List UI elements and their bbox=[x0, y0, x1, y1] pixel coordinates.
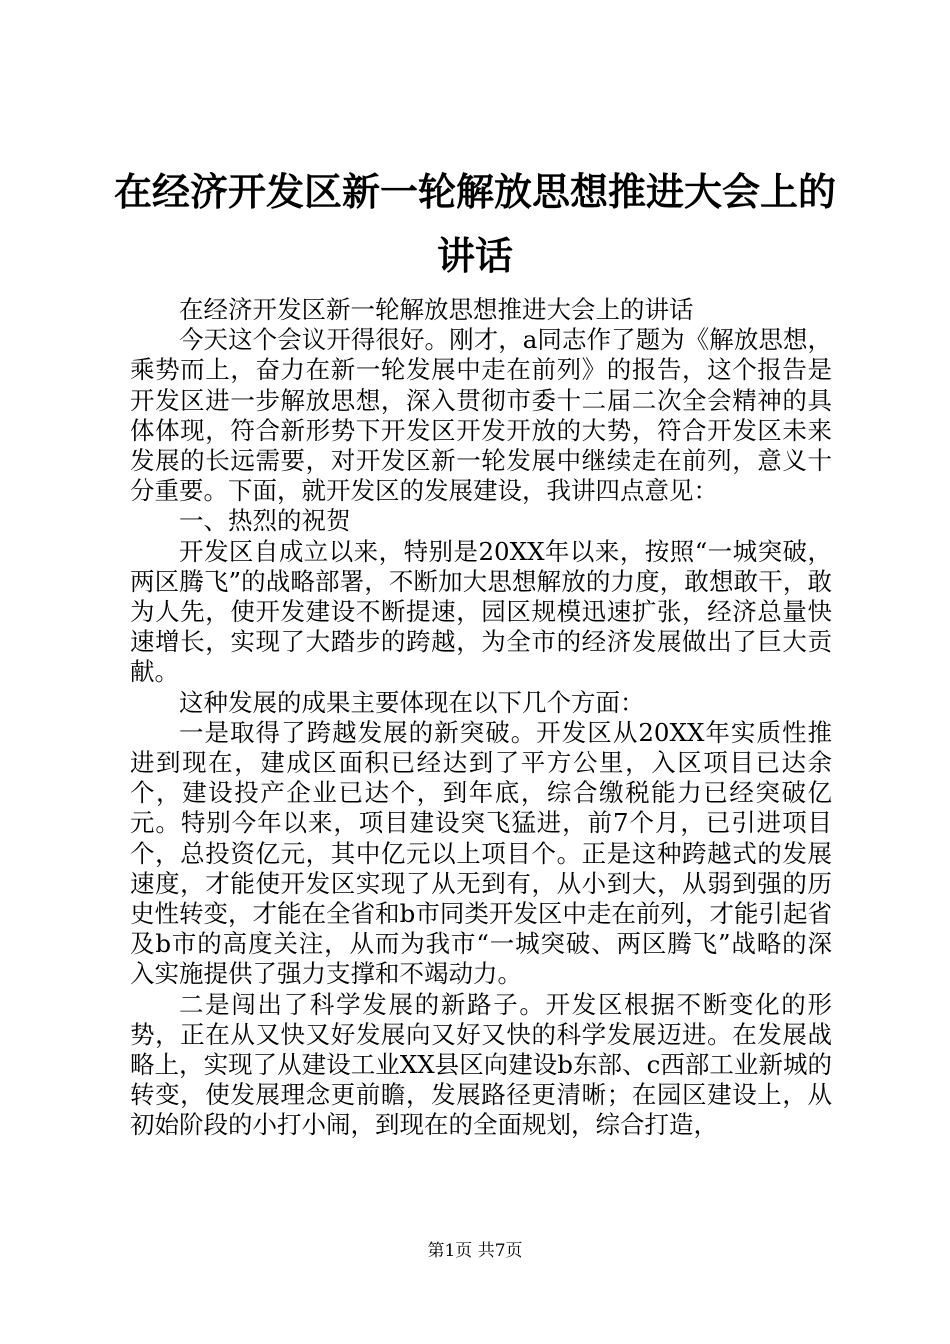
document-body bbox=[130, 295, 832, 1141]
paragraph-subtitle: 在经济开发区新一轮解放思想推进大会上的讲话 bbox=[179, 295, 694, 324]
paragraph: 这种发展的成果主要体现在以下几个方面： bbox=[179, 687, 645, 717]
paragraph: 二是闯出了科学发展的新路子。开发区根据不断变化的形势，正在从又快又好发展向又好又快的科学发展迈进。在发展战略上，实现了从建设工业XX县区向建设b东部、c西部工业新城的转变，使发展理念更前瞻，发展路径更清晰；在园区建设上，从初始阶段的小打小闹，到现在的全面规划，综合打造， bbox=[130, 989, 832, 1140]
paragraph: 开发区自成立以来，特别是20XX年以来，按照“一城突破，两区腾飞”的战略部署，不断加大思想解放的力度，敢想敢干，敢为人先，使开发建设不断提速，园区规模迅速扩张，经济总量快速增长，实现了大踏步的跨越，为全市的经济发展做出了巨大贡献。 bbox=[130, 536, 832, 687]
paragraph: 一是取得了跨越发展的新突破。开发区从20XX年实质性推进到现在，建成区面积已经达到了平方公里，入区项目已达余个，建设投产企业已达个，到年底，综合缴税能力已经突破亿元。特别今年以来，项目建设突飞猛进，前7个月，已引进项目个，总投资亿元，其中亿元以上项目个。正是这种跨越式的发展速度，才能使开发区实现了从无到有，从小到大，从弱到强的历史性转变，才能在全省和b市同类开发区中走在前列，才能引起省及b市的高度关注，从而为我市“一城突破、两区腾飞”战略的深入实施提供了强力支撑和不竭动力。 bbox=[130, 717, 832, 989]
page-footer: 第1页 共7页 bbox=[427, 1241, 523, 1261]
paragraph: 今天这个会议开得很好。刚才，a同志作了题为《解放思想，乘势而上，奋力在新一轮发展中走在前列》的报告，这个报告是开发区进一步解放思想，深入贯彻市委十二届二次全会精神的具体体现，符合新形势下开发区开发开放的大势，符合开发区未来发展的长远需要，对开发区新一轮发展中继续走在前列，意义十分重要。下面，就开发区的发展建设，我讲四点意见： bbox=[130, 325, 832, 506]
document-title: 在经济开发区新一轮解放思想推进大会上的讲话 bbox=[113, 170, 836, 278]
section-heading: 一、热烈的祝贺 bbox=[179, 506, 351, 536]
